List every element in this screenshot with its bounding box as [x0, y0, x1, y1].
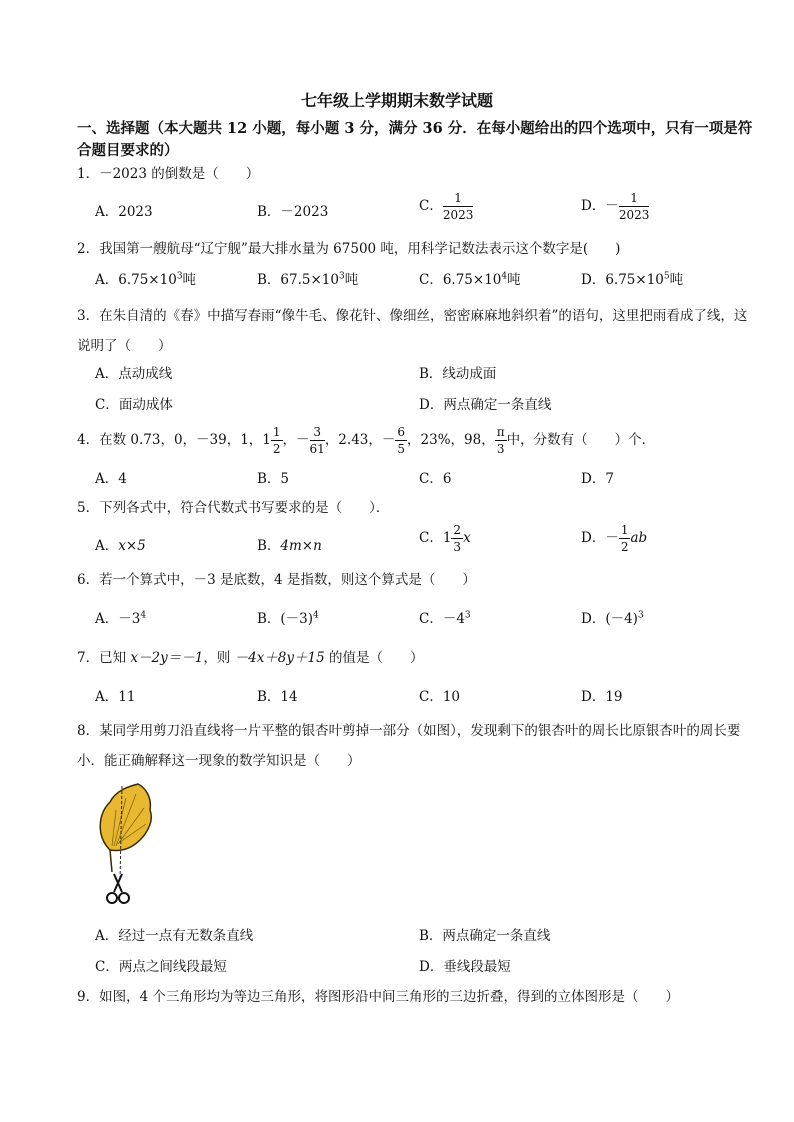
option-b: B．5: [257, 471, 290, 487]
question-4-options: [95, 467, 755, 491]
ginkgo-leaf-scissors-icon: [92, 780, 162, 915]
question-3-options-row1: [95, 362, 755, 386]
option-c: C．$-4^3$: [419, 610, 471, 627]
option-b: B．14: [257, 689, 298, 705]
option-a: A．11: [95, 689, 136, 705]
option-c: C．1 $\frac{2}{3}$ x: [419, 523, 471, 554]
option-c: C．6: [419, 471, 452, 487]
page-title: 七年级上学期期末数学试题: [300, 91, 493, 110]
option-d: D．19: [581, 689, 623, 705]
option-c: C．$6.75\times 10^4$吨: [419, 271, 521, 288]
fraction: $\frac{6}{5}$: [397, 425, 406, 456]
option-d: D．－ $\frac{1}{2023}$: [581, 191, 650, 222]
option-a: A．经过一点有无数条直线: [95, 928, 254, 944]
option-c: C．10: [419, 689, 461, 705]
section-heading: 一、选择题（本大题共 12 小题，每小题 3 分，满分 36 分．在每小题给出的四个选项中，只有一项是符合题目要求的）: [77, 120, 753, 159]
fraction: $\frac{1}{2023}$: [442, 191, 474, 222]
fraction: $\frac{2}{3}$: [453, 523, 462, 554]
question-6-stem: 6．若一个算式中，－3 是底数，4 是指数，则这个算式是（ ）: [77, 572, 476, 588]
question-4-stem: 4．在数 0.73，0，－39，1，1 $\frac{1}{2}$ ，－ $\frac{3}{61}$ ，2.43，－ $\frac{6}{5}$ ，23%，98， $\frac{\pi}{3}$ 中，分数有（ ）个．: [77, 425, 656, 456]
question-7-options: [95, 685, 755, 709]
option-d: D．垂线段最短: [419, 959, 511, 975]
option-b: B．两点确定一条直线: [419, 928, 551, 944]
option-a: A．x×5: [95, 538, 146, 554]
question-3-stem: 3．在朱自清的《春》中描写春雨“像牛毛、像花针、像细丝，密密麻麻地斜织着”的语句，这里把雨看成了线，这说明了（ ）: [77, 308, 748, 354]
ginkgo-leaf-figure: [92, 780, 162, 919]
option-d: D．7: [581, 471, 614, 487]
question-5-stem: 5．下列各式中，符合代数式书写要求的是（ ）．: [77, 500, 390, 516]
question-1-options: [95, 191, 755, 224]
question-2-stem: 2．我国第一艘航母“辽宁舰”最大排水量为 67500 吨，用科学记数法表示这个数字是( ): [77, 241, 621, 257]
fraction: $\frac{1}{2}$: [620, 523, 629, 554]
question-8-stem: 8．某同学用剪刀沿直线将一片平整的银杏叶剪掉一部分（如图），发现剩下的银杏叶的周长比原银杏叶的周长要小．能正确解释这一现象的数学知识是（ ）: [77, 723, 741, 769]
option-c: C．面动成体: [95, 397, 173, 413]
option-b: B．$(-3)^4$: [257, 610, 319, 627]
option-d: D．两点确定一条直线: [419, 397, 552, 413]
option-d: D．$6.75\times 10^5$吨: [581, 271, 684, 288]
question-9-stem: 9．如图，4 个三角形均为等边三角形，将图形沿中间三角形的三边折叠，得到的立体图形是（ ）: [77, 989, 679, 1005]
fraction: $\frac{1}{2}$: [272, 425, 281, 456]
question-7-stem: 7．已知 x－2y＝－1，则 －4x＋8y＋15 的值是（ ）: [77, 650, 424, 666]
fraction: $\frac{\pi}{3}$: [496, 425, 505, 456]
option-b: B．4m×n: [257, 538, 322, 554]
option-a: A．$6.75\times 10^3$吨: [95, 271, 197, 288]
option-a: A．4: [95, 471, 127, 487]
option-b: B．$67.5\times 10^3$吨: [257, 271, 359, 288]
question-2-options: [95, 268, 755, 292]
question-3-options-row2: [95, 393, 755, 417]
fraction: $\frac{3}{61}$: [309, 425, 325, 456]
option-c: C． $\frac{1}{2023}$: [419, 191, 474, 222]
option-d: D．－ $\frac{1}{2}$ ab: [581, 523, 648, 554]
option-a: A．2023: [95, 204, 153, 220]
option-b: B．线动成面: [419, 366, 497, 382]
question-1-stem: 1．－2023 的倒数是（ ）: [77, 166, 260, 182]
option-b: B．－2023: [257, 204, 329, 220]
option-a: A．$-3^4$: [95, 610, 147, 627]
fraction: $\frac{1}{2023}$: [618, 191, 650, 222]
option-d: D．$(-4)^3$: [581, 610, 644, 627]
question-8-options-row1: [95, 924, 755, 948]
question-8-options-row2: [95, 955, 755, 979]
question-6-options: [95, 607, 755, 631]
question-5-options: [95, 523, 755, 558]
option-a: A．点动成线: [95, 366, 173, 382]
option-c: C．两点之间线段最短: [95, 959, 227, 975]
